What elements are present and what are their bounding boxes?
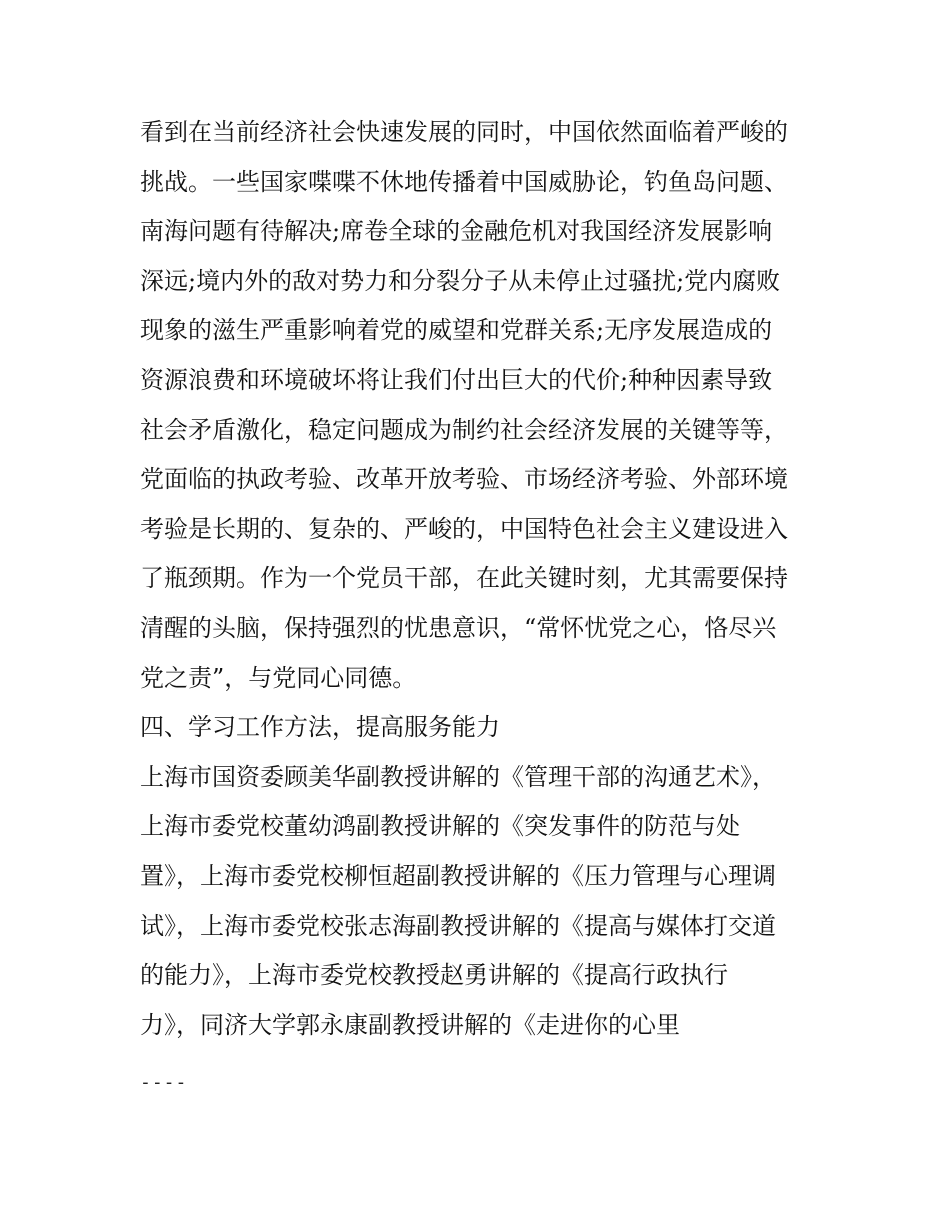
text-line: 党之责”，与党同心同德。 — [140, 663, 417, 692]
body-text — [140, 108, 820, 1050]
text-line: 清醒的头脑，保持强烈的忧患意识，“常怀忧党之心，恪尽兴 — [140, 613, 777, 642]
text-line: 社会矛盾激化，稳定问题成为制约社会经济发展的关键等等， — [140, 415, 788, 444]
text-line: 置》，上海市委党校柳恒超副教授讲解的《压力管理与心理调 — [140, 861, 776, 890]
text-line: 试》，上海市委党校张志海副教授讲解的《提高与媒体打交道 — [140, 911, 776, 940]
text-line: 南海问题有待解决;席卷全球的金融危机对我国经济发展影响 — [140, 217, 773, 246]
section-heading: 四、学习工作方法，提高服务能力 — [140, 713, 500, 742]
text-line: 考验是长期的、复杂的、严峻的，中国特色社会主义建设进入 — [140, 514, 788, 543]
text-line: 挑战。一些国家喋喋不休地传播着中国威胁论，钓鱼岛问题、 — [140, 167, 788, 196]
text-line: 上海市国资委顾美华副教授讲解的《管理干部的沟通艺术》， — [140, 762, 776, 791]
text-line: 看到在当前经济社会快速发展的同时，中国依然面临着严峻的 — [140, 118, 788, 146]
text-line: 资源浪费和环境破坏将让我们付出巨大的代价;种种因素导致 — [140, 365, 773, 394]
text-line: 党面临的执政考验、改革开放考验、市场经济考验、外部环境 — [140, 465, 788, 494]
text-line: 了瓶颈期。作为一个党员干部，在此关键时刻，尤其需要保持 — [140, 564, 788, 593]
text-line: 现象的滋生严重影响着党的威望和党群关系;无序发展造成的 — [140, 316, 773, 345]
text-line: 深远;境内外的敌对势力和分裂分子从未停止过骚扰;党内腐败 — [140, 266, 781, 295]
page-break-mark: ---- — [140, 1072, 188, 1093]
text-line: 力》，同济大学郭永康副教授讲解的《走进你的心里 — [140, 1010, 680, 1039]
text-line: 的能力》，上海市委党校教授赵勇讲解的《提高行政执行 — [140, 961, 728, 990]
text-line: 上海市委党校董幼鸿副教授讲解的《突发事件的防范与处 — [140, 812, 740, 841]
